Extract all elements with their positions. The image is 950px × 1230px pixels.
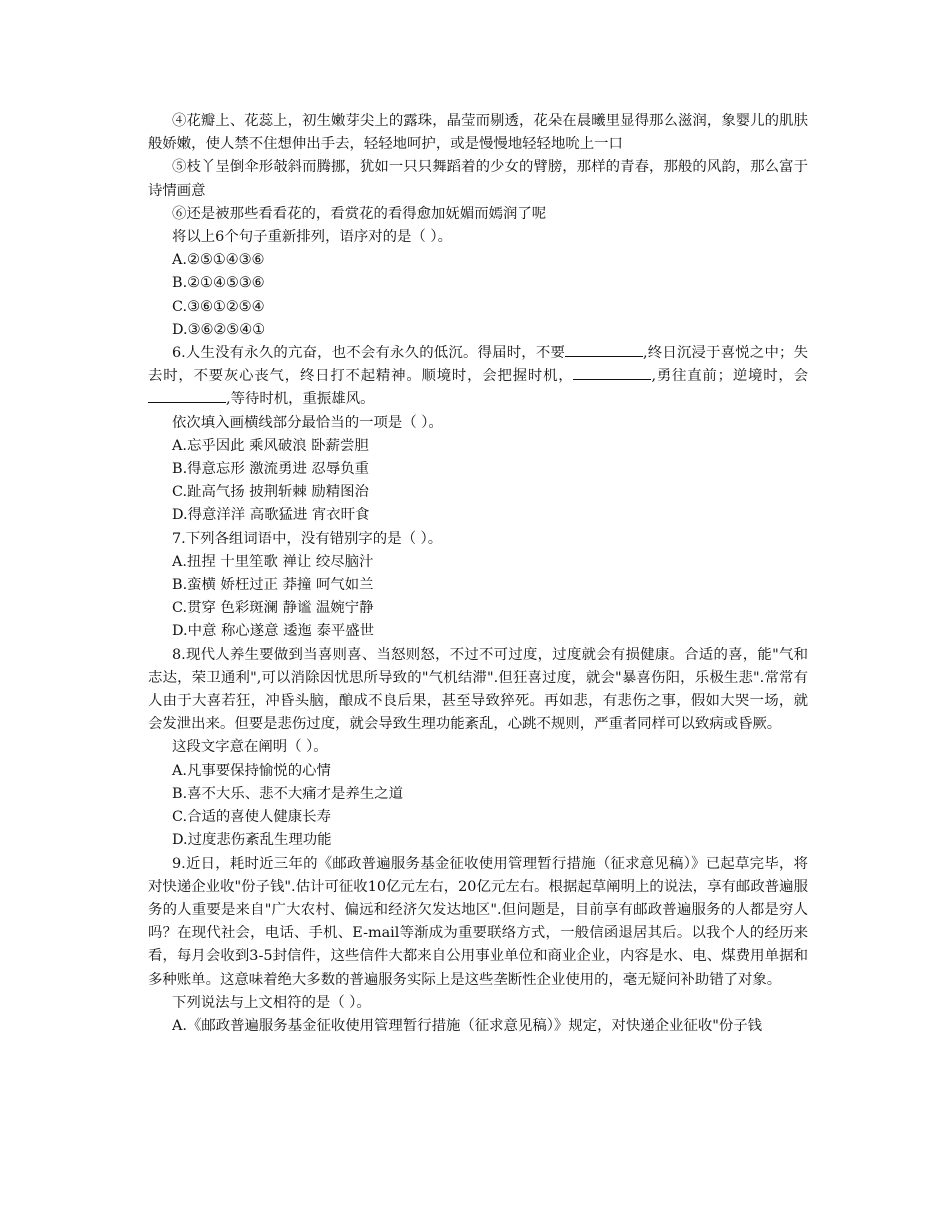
q6-blank-2	[573, 365, 651, 380]
q6-text-3: ,勇往直前；逆境时，会	[651, 368, 808, 385]
q7-option-a: A.扭捏 十里笙歌 禅让 绞尽脑汁	[172, 553, 374, 570]
q6-blank-3	[148, 388, 226, 403]
q8-option-c: C.合适的喜使人健康长寿	[172, 809, 331, 826]
q6-text-4: ,等待时机，重振雄风。	[226, 391, 375, 408]
q5-question: 将以上6个句子重新排列，语序对的是（ ）。	[172, 229, 452, 246]
q6-text-1: 6.人生没有永久的亢奋，也不会有永久的低沉。得届时，不要	[172, 345, 566, 362]
q5-option-d: D.③⑥②⑤④①	[172, 321, 266, 338]
q8-passage: 8.现代人养生要做到当喜则喜、当怒则怒，不过不可过度，过度就会有损健康。合适的喜，能"气和志达，荣卫通利",可以消除因忧思所导致的"气机结滞".但狂喜过度，就会"暴喜伤阳，乐极生悲".常常有人由于大喜若狂，冲昏头脑，酿成不良后果，甚至导致猝死。再如悲，有悲伤之事，假如大哭一场，就会发泄出来。但要是悲伤过度，就会导致生理功能紊乱，心跳不规则，严重者同样可以致病或昏厥。	[148, 646, 808, 733]
sentence-5: ⑤枝丫呈倒伞形攲斜而腾挪，犹如一只只舞蹈着的少女的臂膀，那样的青春，那般的风韵，那么富于诗情画意	[148, 159, 808, 199]
q6-text-2: ,终日沉浸于喜悦之中；失去时，不要灰心丧气，终日打不起精神。顺境时，会把握时机，	[148, 345, 808, 385]
q9-passage: 9.近日，耗时近三年的《邮政普遍服务基金征收使用管理暂行措施（征求意见稿）》已起草完毕，将对快递企业收"份子钱".估计可征收10亿元左右，20亿元左右。根据起草阐明上的说法，享有邮政普遍服务的人重要是来自"广大农村、偏远和经济欠发达地区".但问题是，目前享有邮政普遍服务的人都是穷人吗？在现代社会，电话、手机、E-mail等渐成为重要联络方式，一般信函退居其后。以我个人的经历来看，每月会收到3-5封信件，这些信件大都来自公用事业单位和商业企业，内容是水、电、煤费用单据和多种账单。这意味着绝大多数的普遍服务实际上是这些垄断性企业使用的，毫无疑问补助错了对象。	[148, 855, 808, 988]
q5-option-a: A.②⑤①④③⑥	[172, 252, 265, 269]
q5-option-c: C.③⑥①②⑤④	[172, 298, 265, 315]
q5-option-b: B.②①④⑤③⑥	[172, 275, 265, 292]
q7-option-d: D.中意 称心遂意 逶迤 泰平盛世	[172, 623, 375, 640]
q6-option-a: A.忘乎因此 乘风破浪 卧薪尝胆	[172, 437, 369, 454]
q6-option-d: D.得意洋洋 高歌猛进 宵衣旰食	[172, 507, 370, 524]
q8-option-a: A.凡事要保持愉悦的心情	[172, 762, 331, 779]
q6-passage	[148, 342, 808, 412]
q8-question: 这段文字意在阐明（ ）。	[172, 739, 328, 756]
q6-option-b: B.得意忘形 激流勇进 忍辱负重	[172, 461, 369, 478]
q8-option-d: D.过度悲伤紊乱生理功能	[172, 832, 332, 849]
q8-option-b: B.喜不大乐、悲不大痛才是养生之道	[172, 785, 404, 802]
sentence-4: ④花瓣上、花蕊上，初生嫩芽尖上的露珠，晶莹而剔透，花朵在晨曦里显得那么滋润，象婴儿的肌肤般娇嫩，使人禁不住想伸出手去，轻轻地呵护，或是慢慢地轻轻地吮上一口	[148, 113, 808, 153]
q7-option-b: B.蛮横 娇枉过正 莽撞 呵气如兰	[172, 577, 374, 594]
q6-option-c: C.趾高气扬 披荆斩棘 励精图治	[172, 484, 369, 501]
q9-question: 下列说法与上文相符的是（ ）。	[172, 994, 371, 1011]
q6-question: 依次填入画横线部分最恰当的一项是（ ）。	[172, 414, 443, 431]
q7-option-c: C.贯穿 色彩斑澜 静谧 温婉宁静	[172, 600, 374, 617]
q6-blank-1	[565, 342, 643, 357]
sentence-6: ⑥还是被那些看看花的，看赏花的看得愈加妩媚而嫣润了呢	[172, 205, 547, 222]
page-content	[148, 110, 808, 1038]
q7-question: 7.下列各组词语中，没有错别字的是（ ）。	[172, 530, 443, 547]
q9-option-a: A.《邮政普遍服务基金征收使用管理暂行措施（征求意见稿）》规定，对快递企业征收"份子钱	[172, 1017, 763, 1034]
